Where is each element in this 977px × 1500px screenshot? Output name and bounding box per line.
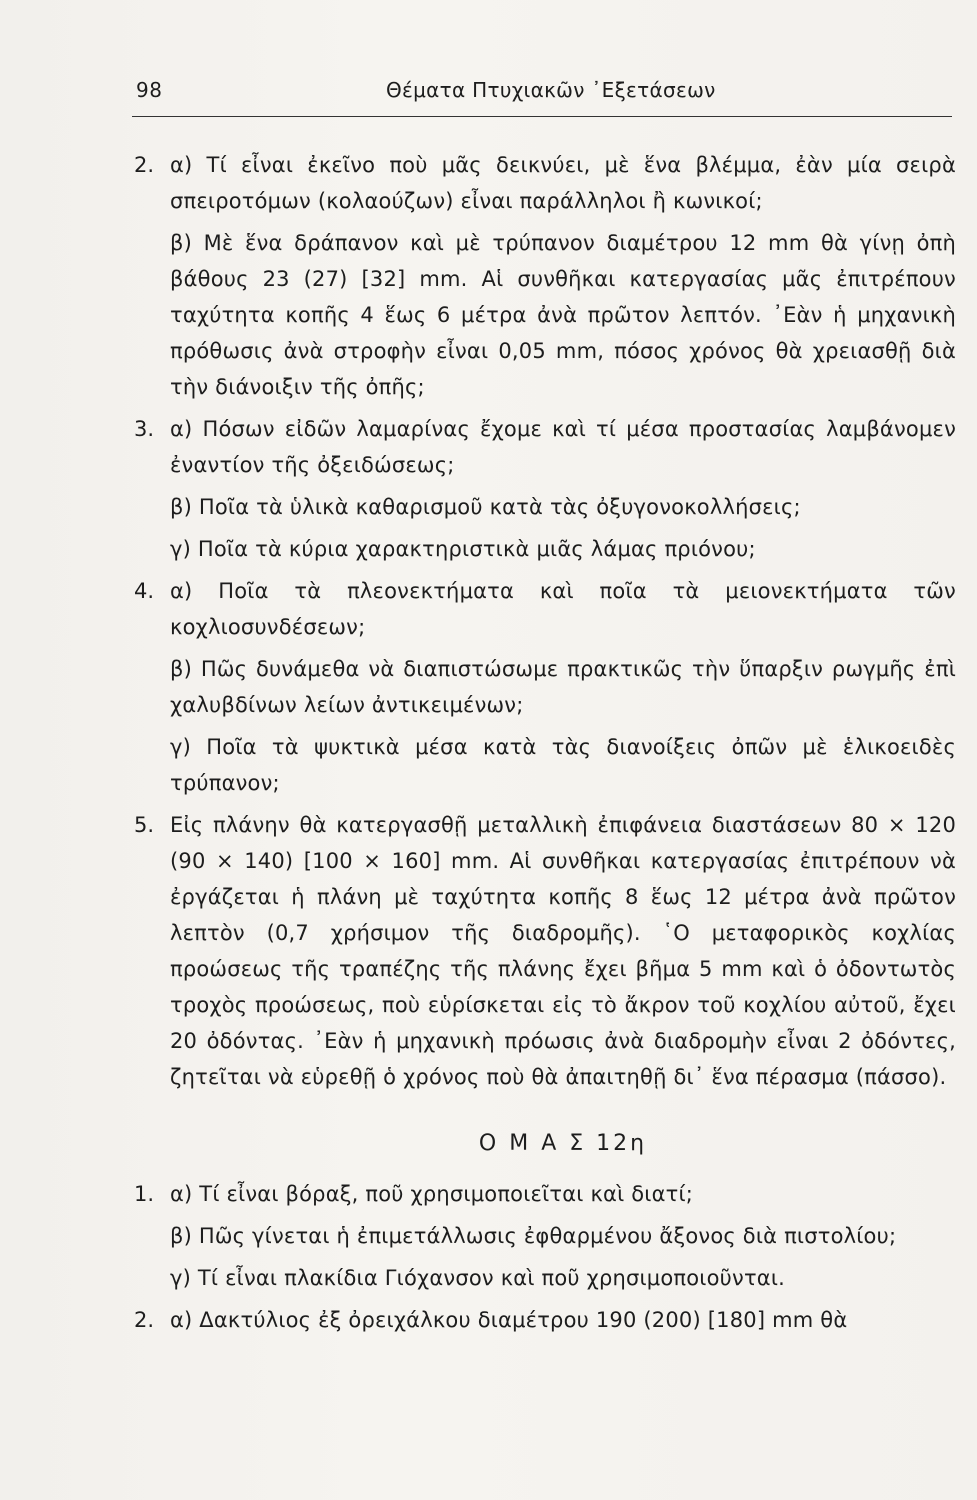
- question-part: β) Πῶς δυνάμεθα νὰ διαπιστώσωμε πρακτικῶς τὴν ὕπαρξιν ρωγμῆς ἐπὶ χαλυβδίνων λείων ἀντικειμένων;: [170, 657, 956, 717]
- question-part: β) Μὲ ἕνα δράπανον καὶ μὲ τρύπανον διαμέτρου 12 mm θὰ γίνῃ ὀπὴ βάθους 23 (27) [32] mm. Αἱ συνθῆκαι κατεργασίας μᾶς ἐπιτρέπουν ταχύτητα κοπῆς 4 ἕως 6 μέτρα ἀνὰ πρῶτον λεπτόν. ᾿Εὰν ἡ μηχανικὴ πρόθωσις ἀνὰ στροφὴν εἶναι 0,05 mm, πόσος χρόνος θὰ χρειασθῇ διὰ τὴν διάνοιξιν τῆς ὀπῆς;: [170, 231, 956, 399]
- group-heading: Ο Μ Α Σ 12η: [478, 1131, 648, 1156]
- question-number: 3.: [134, 417, 155, 441]
- group-question-2: [134, 1302, 956, 1338]
- question-part: γ) Τί εἶναι πλακίδια Γιόχανσον καὶ ποῦ χρησιμοποιοῦνται.: [170, 1266, 786, 1290]
- question-part: β) Ποῖα τὰ ὑλικὰ καθαρισμοῦ κατὰ τὰς ὀξυγονοκολλήσεις;: [170, 495, 801, 519]
- question-5: [134, 807, 956, 1095]
- question-number: 2.: [134, 1308, 155, 1332]
- question-part: α) Τί εἶναι ἐκεῖνο ποὺ μᾶς δεικνύει, μὲ ἕνα βλέμμα, ἐὰν μία σειρὰ σπειροτόμων (κολαούζων) εἶναι παράλληλοι ἢ κωνικοί;: [170, 153, 956, 213]
- group-question-1: [134, 1176, 956, 1296]
- question-3: [134, 411, 956, 567]
- question-number: 1.: [134, 1182, 155, 1206]
- question-part: α) Δακτύλιος ἐξ ὀρειχάλκου διαμέτρου 190 (200) [180] mm θὰ: [170, 1308, 848, 1332]
- running-title: Θέματα Πτυχιακῶν ᾿Εξετάσεων: [386, 78, 716, 102]
- question-part: Εἰς πλάνην θὰ κατεργασθῇ μεταλλικὴ ἐπιφάνεια διαστάσεων 80 × 120 (90 × 140) [100 × 160] mm. Αἱ συνθῆκαι κατεργασίας ἐπιτρέπουν νὰ ἐργάζεται ἡ πλάνη μὲ ταχύτητα κοπῆς 8 ἕως 12 μέτρα ἀνὰ πρῶτον λεπτὸν (0,7 χρήσιμον τῆς διαδρομῆς). ῾Ο μεταφορικὸς κοχλίας προώσεως τῆς τραπέζης τῆς πλάνης ἔχει βῆμα 5 mm καὶ ὁ ὀδοντωτὸς τροχὸς προώσεως, ποὺ εὑρίσκεται εἰς τὸ ἄκρον τοῦ κοχλίου αὐτοῦ, ἔχει 20 ὀδόντας. ᾿Εὰν ἡ μηχανικὴ πρόωσις ἀνὰ διαδρομὴν εἶναι 2 ὀδόντες, ζητεῖται νὰ εὑρεθῇ ὁ χρόνος ποὺ θὰ ἀπαιτηθῇ δι᾿ ἕνα πέρασμα (πάσσο).: [170, 813, 956, 1089]
- question-part: α) Τί εἶναι βόραξ, ποῦ χρησιμοποιεῖται καὶ διατί;: [170, 1182, 694, 1206]
- question-2: [134, 147, 956, 405]
- question-part: γ) Ποῖα τὰ ψυκτικὰ μέσα κατὰ τὰς διανοίξεις ὀπῶν μὲ ἑλικοειδὲς τρύπανον;: [170, 735, 956, 795]
- question-number: 2.: [134, 153, 155, 177]
- question-part: γ) Ποῖα τὰ κύρια χαρακτηριστικὰ μιᾶς λάμας πριόνου;: [170, 537, 756, 561]
- question-part: α) Πόσων εἰδῶν λαμαρίνας ἔχομε καὶ τί μέσα προστασίας λαμβάνομεν ἐναντίον τῆς ὀξειδώσεως;: [170, 417, 956, 477]
- question-part: α) Ποῖα τὰ πλεονεκτήματα καὶ ποῖα τὰ μειονεκτήματα τῶν κοχλιοσυνδέσεων;: [170, 579, 956, 639]
- page-content: [134, 147, 956, 1344]
- question-4: [134, 573, 956, 801]
- question-number: 5.: [134, 813, 155, 837]
- question-part: β) Πῶς γίνεται ἡ ἐπιμετάλλωσις ἐφθαρμένου ἄξονος διὰ πιστολίου;: [170, 1224, 897, 1248]
- page-number: 98: [136, 78, 163, 102]
- header-rule: [132, 116, 952, 117]
- question-number: 4.: [134, 579, 155, 603]
- page-header: [136, 78, 948, 108]
